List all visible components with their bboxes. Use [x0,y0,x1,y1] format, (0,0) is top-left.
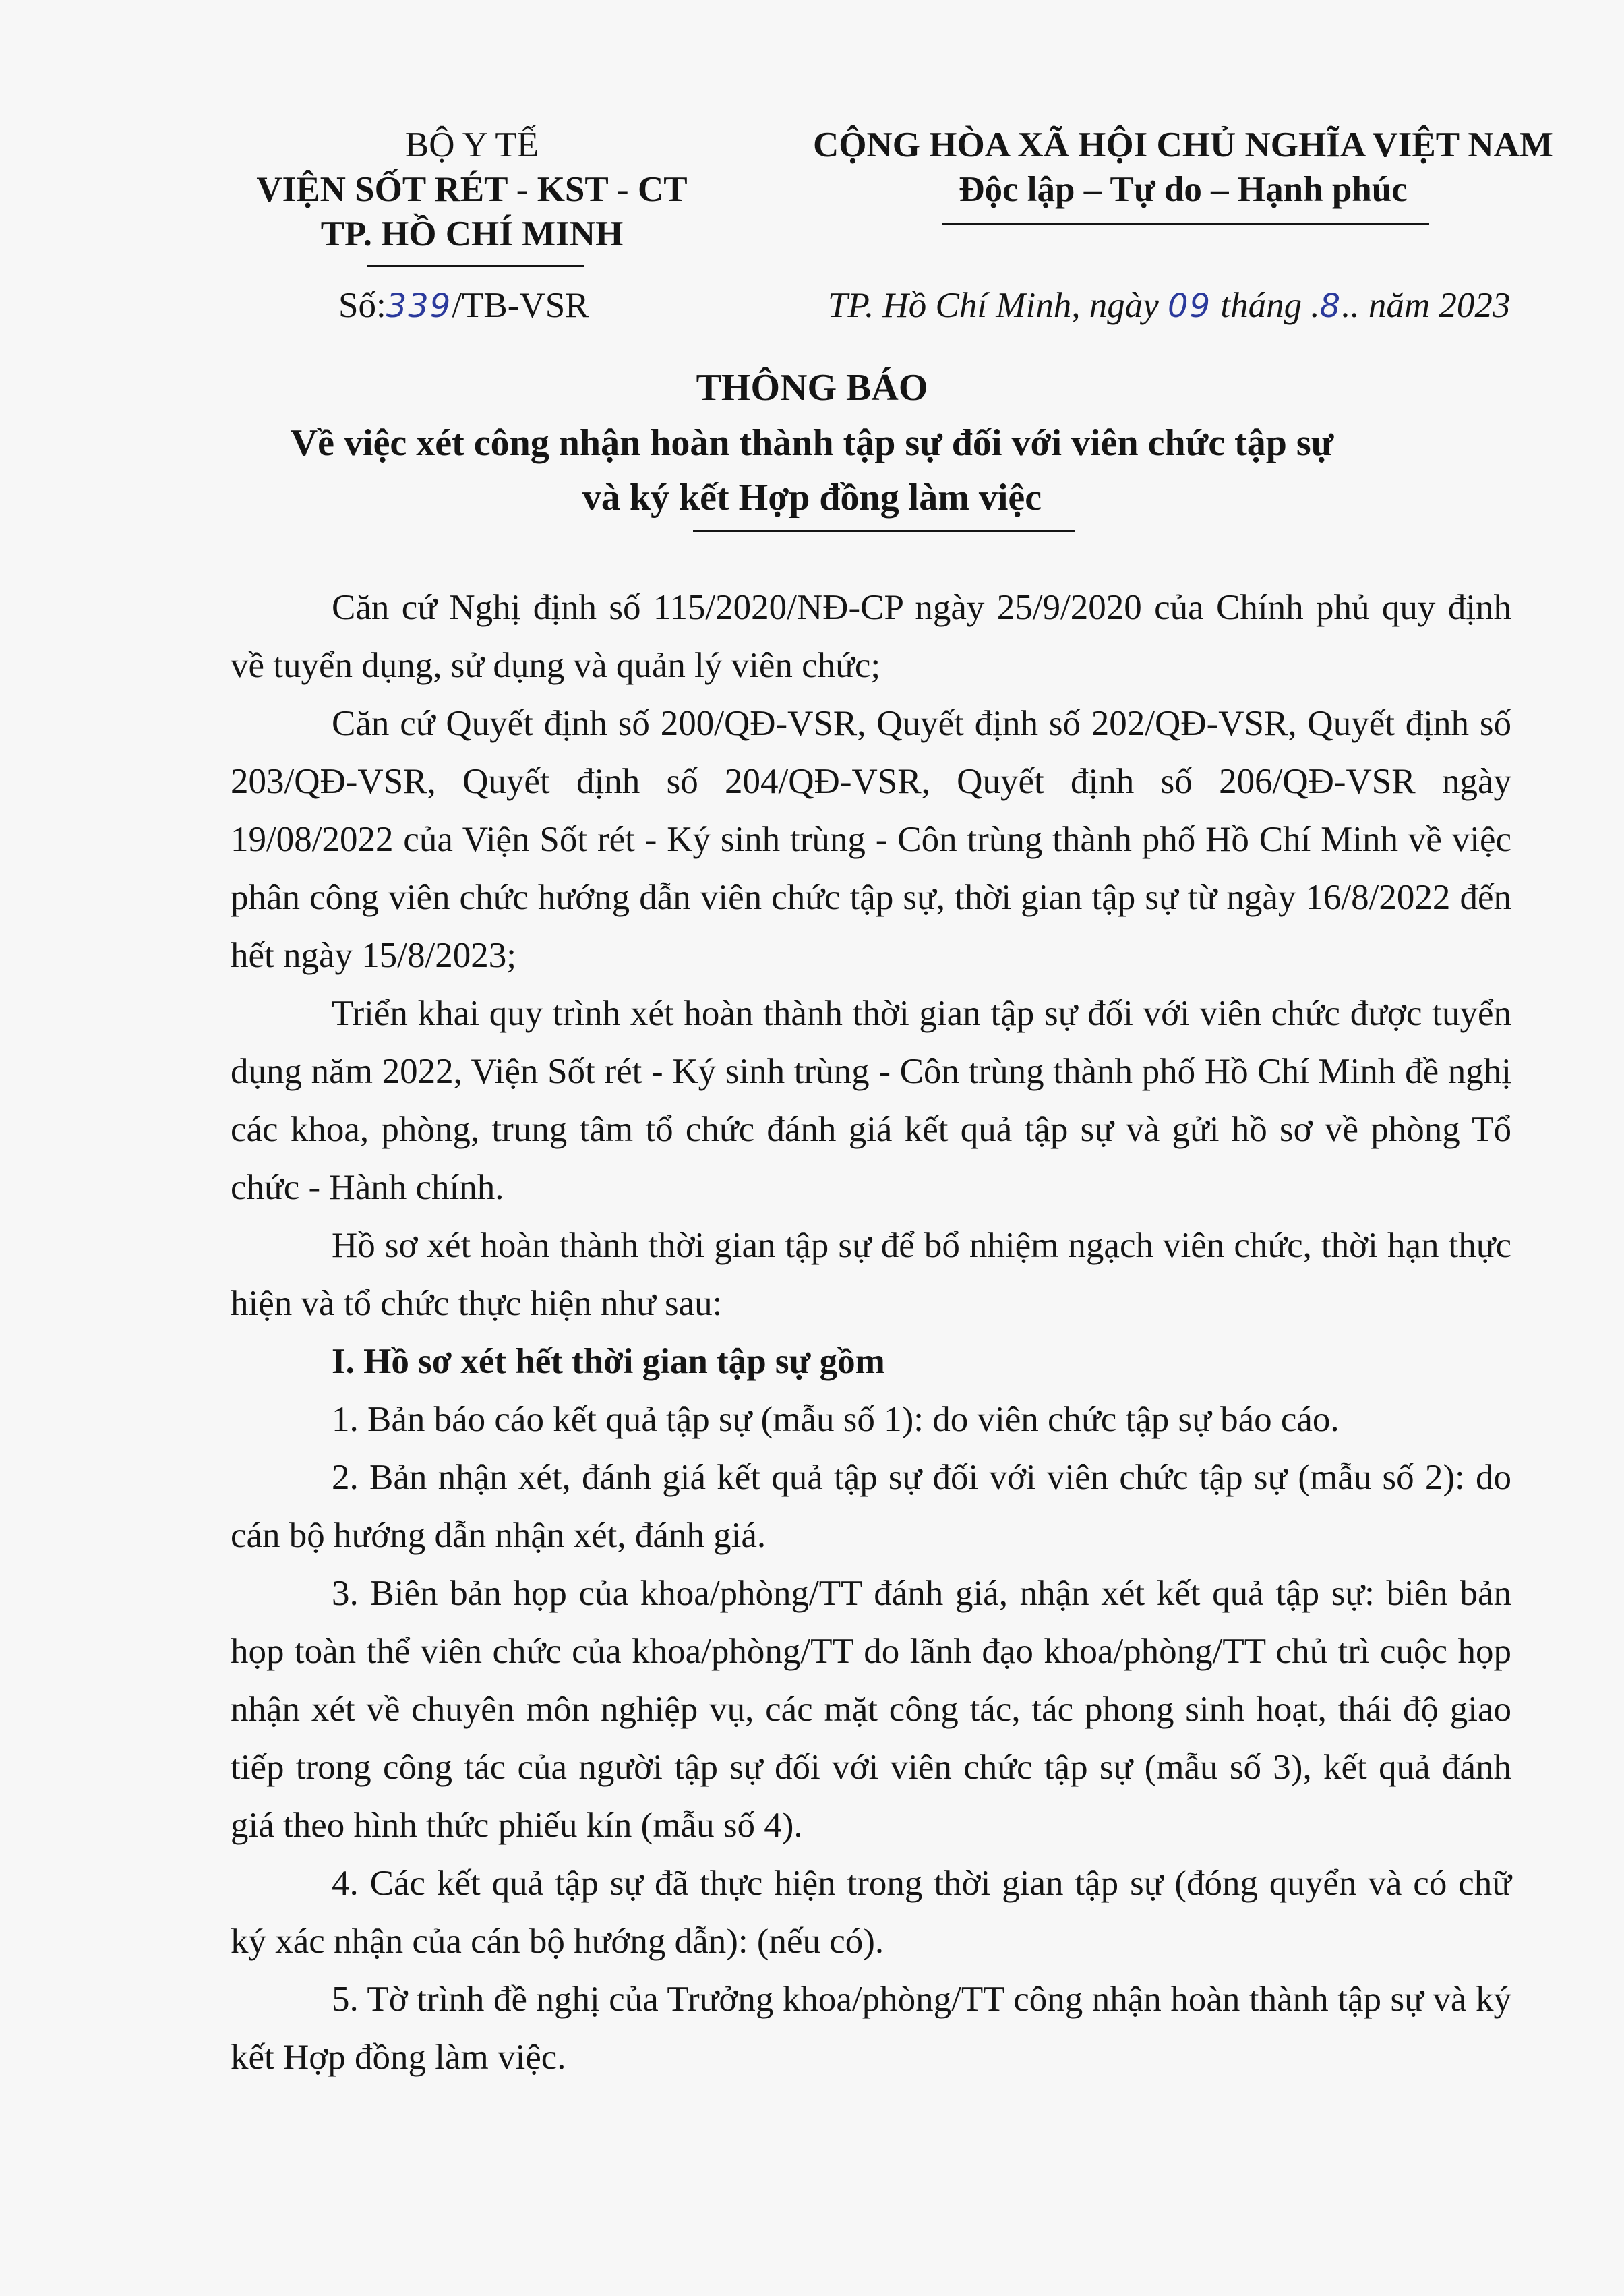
list-item: 5. Tờ trình đề nghị của Trưởng khoa/phòng/TT công nhận hoàn thành tập sự và ký kết Hợp đồng làm việc. [231,1980,1511,2077]
ref-suffix: /TB-VSR [452,286,589,325]
section-heading: I. Hồ sơ xét hết thời gian tập sự gồm [332,1342,885,1381]
list-item: 4. Các kết quả tập sự đã thực hiện trong thời gian tập sự (đóng quyển và có chữ ký xác nhận của cán bộ hướng dẫn): (nếu có). [231,1864,1511,1961]
motto-underline [942,223,1429,225]
paragraph: Căn cứ Nghị định số 115/2020/NĐ-CP ngày 25/9/2020 của Chính phủ quy định về tuyển dụng, sử dụng và quản lý viên chức; [231,588,1511,685]
date-mid: tháng . [1211,286,1320,325]
date-line [828,283,1510,328]
agency-underline [367,265,584,267]
national-motto: Độc lập – Tự do – Hạnh phúc [959,170,1408,209]
national-motto-block [782,123,1584,212]
ministry-name: BỘ Y TẾ [404,125,539,165]
institute-city: TP. HỒ CHÍ MINH [320,214,624,254]
list-item: 2. Bản nhận xét, đánh giá kết quả tập sự đối với viên chức tập sự (mẫu số 2): do cán bộ hướng dẫn nhận xét, đánh giá. [231,1458,1511,1555]
paragraph: Căn cứ Quyết định số 200/QĐ-VSR, Quyết định số 202/QĐ-VSR, Quyết định số 203/QĐ-VSR, Quyết định số 204/QĐ-VSR, Quyết định số 206/QĐ-VSR ngày 19/08/2022 của Viện Sốt rét - Ký sinh trùng - Côn trùng thành phố Hồ Chí Minh về việc phân công viên chức hướng dẫn viên chức tập sự, thời gian tập sự từ ngày 16/8/2022 đến hết ngày 15/8/2023; [231,704,1511,975]
list-item: 1. Bản báo cáo kết quả tập sự (mẫu số 1): do viên chức tập sự báo cáo. [332,1400,1340,1439]
issuing-agency-block [222,123,721,256]
document-subject-line2: và ký kết Hợp đồng làm việc [582,477,1042,519]
institute-name: VIỆN SỐT RÉT - KST - CT [256,170,688,209]
list-item: 3. Biên bản họp của khoa/phòng/TT đánh giá, nhận xét kết quả tập sự: biên bản họp toàn thể viên chức của khoa/phòng/TT do lãnh đạo khoa/phòng/TT chủ trì cuộc họp nhận xét về chuyên môn nghiệp vụ, các mặt công tác, tác phong sinh hoạt, thái độ giao tiếp trong công tác của người tập sự đối với viên chức tập sự (mẫu số 3), kết quả đánh giá theo hình thức phiếu kín (mẫu số 4). [231,1574,1511,1845]
document-title: THÔNG BÁO [696,367,928,409]
date-suffix: .. năm 2023 [1342,286,1511,325]
document-body [231,579,1511,2086]
date-prefix: TP. Hồ Chí Minh, ngày [828,286,1168,325]
date-day-handwritten: 09 [1168,287,1212,325]
date-month-handwritten: 8 [1319,287,1342,325]
title-underline [693,530,1075,532]
country-name: CỘNG HÒA XÃ HỘI CHỦ NGHĨA VIỆT NAM [813,125,1553,165]
paragraph: Hồ sơ xét hoàn thành thời gian tập sự để bổ nhiệm ngạch viên chức, thời hạn thực hiện và tổ chức thực hiện như sau: [231,1226,1511,1323]
document-number [338,283,589,328]
paragraph: Triển khai quy trình xét hoàn thành thời gian tập sự đối với viên chức được tuyển dụng năm 2022, Viện Sốt rét - Ký sinh trùng - Côn trùng thành phố Hồ Chí Minh đề nghị các khoa, phòng, trung tâm tổ chức đánh giá kết quả tập sự và gửi hồ sơ về phòng Tổ chức - Hành chính. [231,994,1511,1207]
document-subject-line1: Về việc xét công nhận hoàn thành tập sự đối với viên chức tập sự [290,422,1334,464]
ref-number-handwritten: 339 [386,287,452,325]
ref-prefix: Số: [338,286,386,325]
